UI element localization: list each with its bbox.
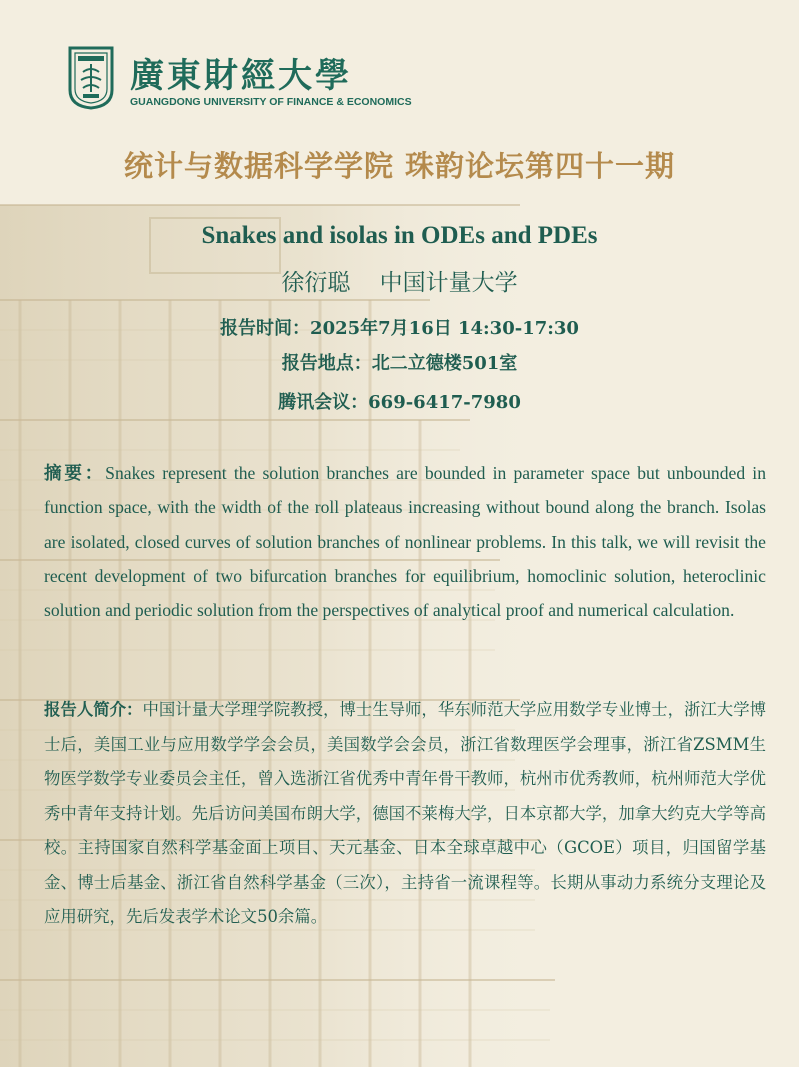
abstract-paragraph (44, 456, 766, 627)
speaker-bio-paragraph (44, 693, 766, 935)
tencent-meeting-id: 腾讯会议：669-6417-7980 (278, 392, 521, 413)
abstract-label: 摘要： (44, 463, 106, 483)
university-name-en: GUANGDONG UNIVERSITY OF FINANCE & ECONOMICS (130, 96, 412, 108)
university-name-cn: 廣東財經大學 (130, 56, 352, 96)
talk-title: Snakes and isolas in ODEs and PDEs (201, 222, 598, 249)
event-headline: 统计与数据科学学院 珠韵论坛第四十一期 (123, 149, 676, 183)
bio-label: 报告人简介： (44, 700, 143, 719)
university-logo (66, 44, 412, 116)
talk-location: 报告地点：北二立德楼501室 (281, 353, 518, 374)
talk-time: 报告时间：2025年7月16日 14:30-17:30 (220, 318, 579, 339)
abstract-text: Snakes represent the solution branches are bounded in parameter space but unbounded in function space, with the width of the roll plateaus increasing without bound along the branch. Isolas are isolated, closed curves of solution branches of nonlinear problems. In this talk, we will revisit the recent development of two bifurcation branches for equilibrium, homoclinic solution, heteroclinic solution and periodic solution from the perspectives of analytical proof and numerical calculation. (44, 463, 766, 621)
speaker-line: 徐衍聪 中国计量大学 (281, 270, 518, 296)
university-seal-icon (66, 44, 116, 110)
bio-text: 中国计量大学理学院教授，博士生导师，华东师范大学应用数学专业博士，浙江大学博士后，美国工业与应用数学学会会员，美国数学会会员，浙江省数理医学会理事，浙江省ZSMM生物医学数学专业委员会主任，曾入选浙江省优秀中青年骨干教师，杭州市优秀教师，杭州师范大学优秀中青年支持计划。先后访问美国布朗大学，德国不莱梅大学，日本京都大学，加拿大约克大学等高校。主持国家自然科学基金面上项目、天元基金、日本全球卓越中心（GCOE）项目，归国留学基金、博士后基金、浙江省自然科学基金（三次），主持省一流课程等。长期从事动力系统分支理论及应用研究，先后发表学术论文50余篇。 (44, 700, 767, 926)
